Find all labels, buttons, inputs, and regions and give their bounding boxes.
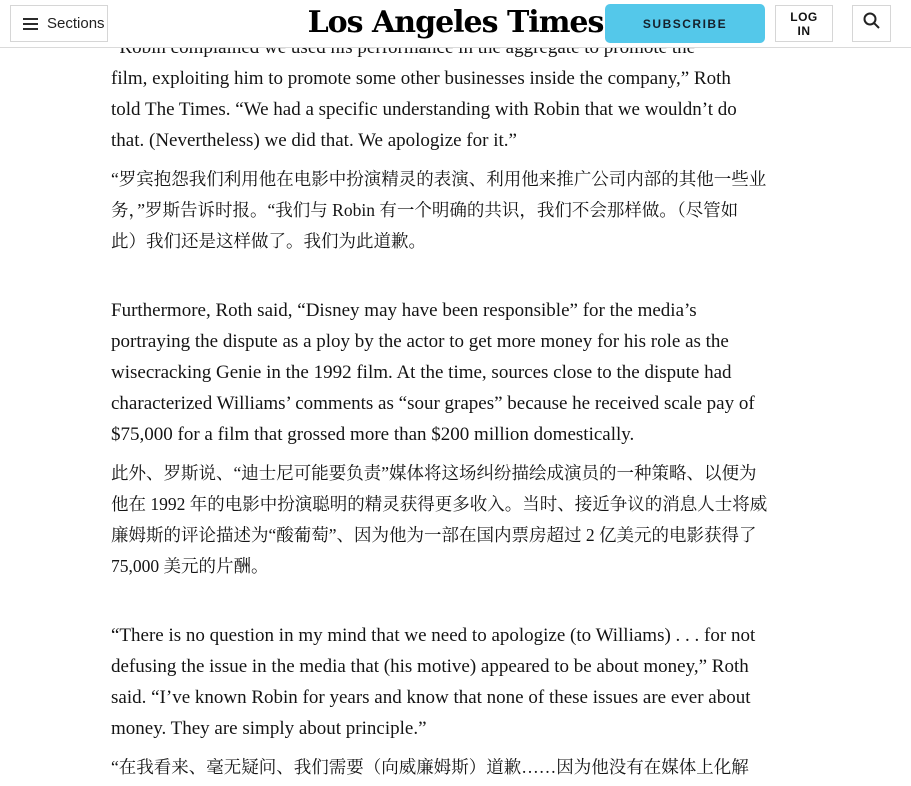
text-line: wisecracking Genie in the 1992 film. At the time, sources close to the dispute had [111,362,732,383]
text-line: 廉姆斯的评论描述为“酸葡萄”、因为他为一部在国内票房超过 2 亿美元的电影获得了 [111,525,757,545]
text-line: “在我看来、毫无疑问、我们需要（向威廉姆斯）道歉……因为他没有在媒体上化解 [111,757,749,777]
article-paragraph-zh-1 [111,164,893,257]
text-line: said. “I’ve known Robin for years and know that none of these issues are ever about [111,687,751,708]
text-line: 75,000 美元的片酬。 [111,556,269,576]
la-times-logo[interactable]: Los Angeles Times [307,5,604,40]
article-body [111,32,893,783]
article-paragraph-zh-2 [111,458,893,582]
text-line: 此外、罗斯说、“迪士尼可能要负责”媒体将这场纠纷描绘成演员的一种策略、以便为 [111,463,757,483]
text-line: 此）我们还是这样做了。我们为此道歉。 [111,231,426,251]
article-paragraph-en-2 [111,295,893,450]
login-button[interactable]: LOG IN [775,5,833,42]
text-line: money. They are simply about principle.” [111,718,427,739]
text-line: that. (Nevertheless) we did that. We apologize for it.” [111,130,517,151]
subscribe-button[interactable]: SUBSCRIBE [605,4,765,43]
text-line: 他在 1992 年的电影中扮演聪明的精灵获得更多收入。当时、接近争议的消息人士将威 [111,494,768,514]
article-paragraph-en-1 [111,32,893,156]
text-line: Furthermore, Roth said, “Disney may have been responsible” for the media’s [111,300,697,321]
text-line: portraying the dispute as a ploy by the actor to get more money for his role as the [111,331,729,352]
text-line: “There is no question in my mind that we need to apologize (to Williams) . . . for not [111,625,756,646]
article-paragraph-zh-3 [111,752,893,783]
text-line: $75,000 for a film that grossed more than $200 million domestically. [111,424,635,445]
article-paragraph-en-3 [111,620,893,744]
search-icon [862,11,882,36]
sections-label: Sections [47,15,105,32]
top-navigation [0,0,911,48]
text-line: film, exploiting him to promote some other businesses inside the company,” Roth [111,68,731,89]
text-line: “罗宾抱怨我们利用他在电影中扮演精灵的表演、利用他来推广公司内部的其他一些业 [111,169,767,189]
search-button[interactable] [852,5,891,42]
text-line: characterized Williams’ comments as “sour grapes” because he received scale pay of [111,393,755,414]
text-line: told The Times. “We had a specific understanding with Robin that we wouldn’t do [111,99,737,120]
text-line: defusing the issue in the media that (his motive) appeared to be about money,” Roth [111,656,749,677]
text-line: 务，”罗斯告诉时报。“我们与 Robin 有一个明确的共识，我们不会那样做。（尽管如 [111,200,739,220]
